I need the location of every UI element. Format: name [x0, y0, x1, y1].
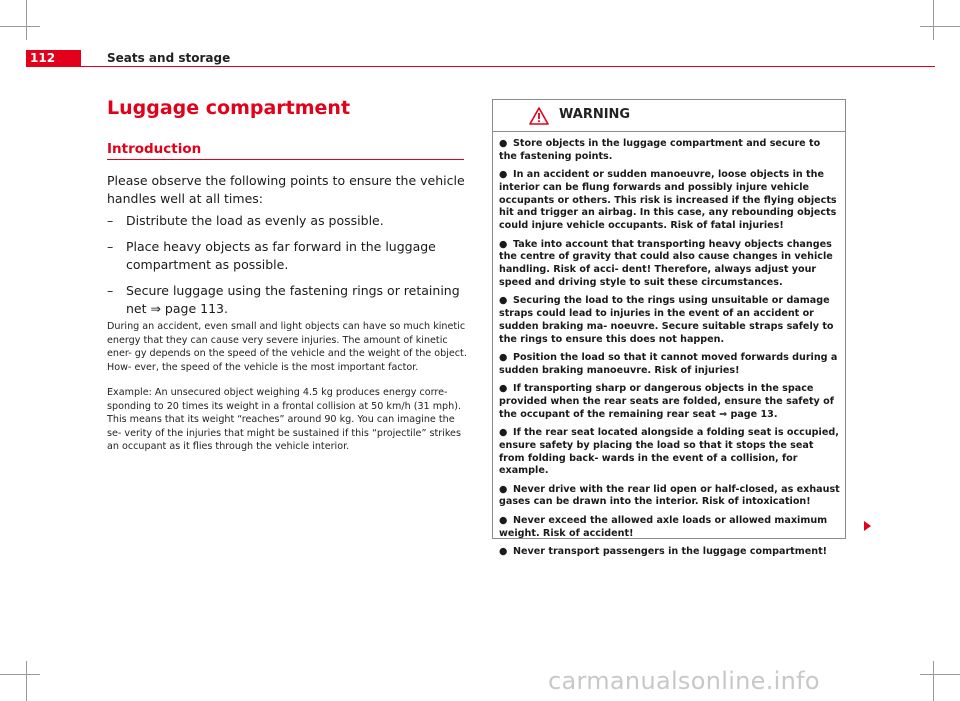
crop-mark: [26, 0, 27, 40]
warning-box: [492, 99, 846, 557]
warning-item: [499, 427, 841, 478]
section-title: Seats and storage: [107, 51, 231, 65]
warning-item-text: If the rear seat located alongside a folding seat is occupied, ensure safety by placing the load so that it stops the seat from folding back- wards in the event of a collision, for example.: [499, 426, 839, 477]
crop-mark: [26, 661, 27, 701]
crop-mark: [920, 26, 960, 27]
warning-triangle-icon: [529, 107, 549, 125]
list-item-text: Distribute the load as evenly as possible.: [126, 213, 384, 228]
list-item-text: Place heavy objects as far forward in the luggage compartment as possible.: [126, 239, 436, 272]
list-item: [107, 282, 467, 318]
watermark: carmanualsonline.info: [548, 667, 820, 695]
list-item-text: Secure luggage using the fastening rings or retaining net ⇒ page 113.: [126, 283, 460, 316]
warning-item-text: Securing the load to the rings using unsuitable or damage straps could lead to injuries in the event of an accident or sudden braking ma- noeuvre. Secure suitable straps safely to the rings to ensure this does not happen.: [499, 295, 834, 345]
crop-mark: [933, 661, 934, 701]
warning-item: [499, 239, 841, 290]
warning-item: [499, 295, 841, 346]
warning-item: [499, 484, 841, 510]
warning-title: WARNING: [559, 107, 631, 122]
bullet-marker: ●: [499, 514, 508, 526]
warning-item-text: Never drive with the rear lid open or half-closed, as exhaust gases can be drawn into the interior. Risk of intoxication!: [499, 483, 840, 508]
bullet-marker: ●: [499, 351, 508, 363]
bullet-marker: ●: [499, 295, 508, 307]
bullet-marker: ●: [499, 426, 508, 438]
bullet-marker: ●: [499, 138, 508, 149]
warning-item-text: Never exceed the allowed axle loads or allowed maximum weight. Risk of accident!: [499, 514, 828, 539]
bullet-marker: ●: [499, 545, 508, 557]
warning-item-text: Never transport passengers in the luggage compartment!: [513, 545, 828, 557]
subheading-rule: [107, 159, 464, 160]
body-paragraph: During an accident, even small and light objects can have so much kinetic energy that they can cause very severe injuries. The amount of kinetic ener- gy depends on the speed of the vehicle and the weight of the object. How- ever, the speed of the vehicle is the most important factor.: [107, 321, 467, 373]
warning-item-text: Position the load so that it cannot moved forwards during a sudden braking manoeuvre. Risk of injuries!: [499, 351, 838, 376]
warning-item: [499, 352, 841, 378]
warning-list: [499, 138, 841, 564]
warning-item-text: If transporting sharp or dangerous objects in the space provided when the rear seats are folded, ensure the safety of the occupant of the remaining rear seat ⇒ page 13.: [499, 383, 834, 420]
lead-paragraph: Please observe the following points to ensure the vehicle handles well at all times:: [107, 173, 465, 206]
warning-item: [499, 383, 841, 421]
warning-item: [499, 169, 841, 233]
crop-mark: [920, 674, 960, 675]
crop-mark: [0, 26, 40, 27]
warning-item: [499, 515, 841, 541]
warning-header: [493, 100, 845, 132]
dash-marker: –: [107, 213, 114, 228]
dash-marker: –: [107, 283, 114, 298]
crop-mark: [933, 0, 934, 40]
warning-item-text: Take into account that transporting heavy objects changes the centre of gravity that could also cause changes in vehicle handling. Risk of acci- dent! Therefore, always adjust your speed and driving style to suit these circumstances.: [499, 238, 833, 288]
crop-mark: [0, 674, 40, 675]
list-item: [107, 238, 467, 274]
list-item: [107, 212, 467, 230]
warning-item-text: Store objects in the luggage compartment and secure to the fastening points.: [499, 138, 821, 162]
page-heading: Luggage compartment: [107, 97, 351, 119]
continue-arrow-icon: [864, 521, 871, 531]
warning-item: [499, 138, 841, 164]
subheading: Introduction: [107, 141, 202, 157]
bullet-marker: ●: [499, 238, 508, 250]
bullet-marker: ●: [499, 383, 508, 395]
page-number: 112: [26, 50, 81, 67]
warning-item-text: In an accident or sudden manoeuvre, loose objects in the interior can be flung forwards and possibly injure vehicle occupants or others. This risk is increased if the flying objects hit and trigger an airbag. In this case, any rebounding objects could injure vehicle occupants. Risk of fatal injuries!: [499, 169, 837, 232]
dash-list: [107, 212, 467, 326]
bullet-marker: ●: [499, 483, 508, 495]
bullet-marker: ●: [499, 169, 508, 181]
warning-item: [499, 546, 841, 559]
body-paragraph: Example: An unsecured object weighing 4.5 kg produces energy corre- sponding to 20 times its weight in a frontal collision at 50 km/h (31 mph). This means that its weight “reaches” around 90 kg. You can imagine the se- verity of the injuries that might be sustained if this “projectile” strikes an occupant as it flies through the vehicle interior.: [107, 387, 462, 452]
dash-marker: –: [107, 239, 114, 254]
